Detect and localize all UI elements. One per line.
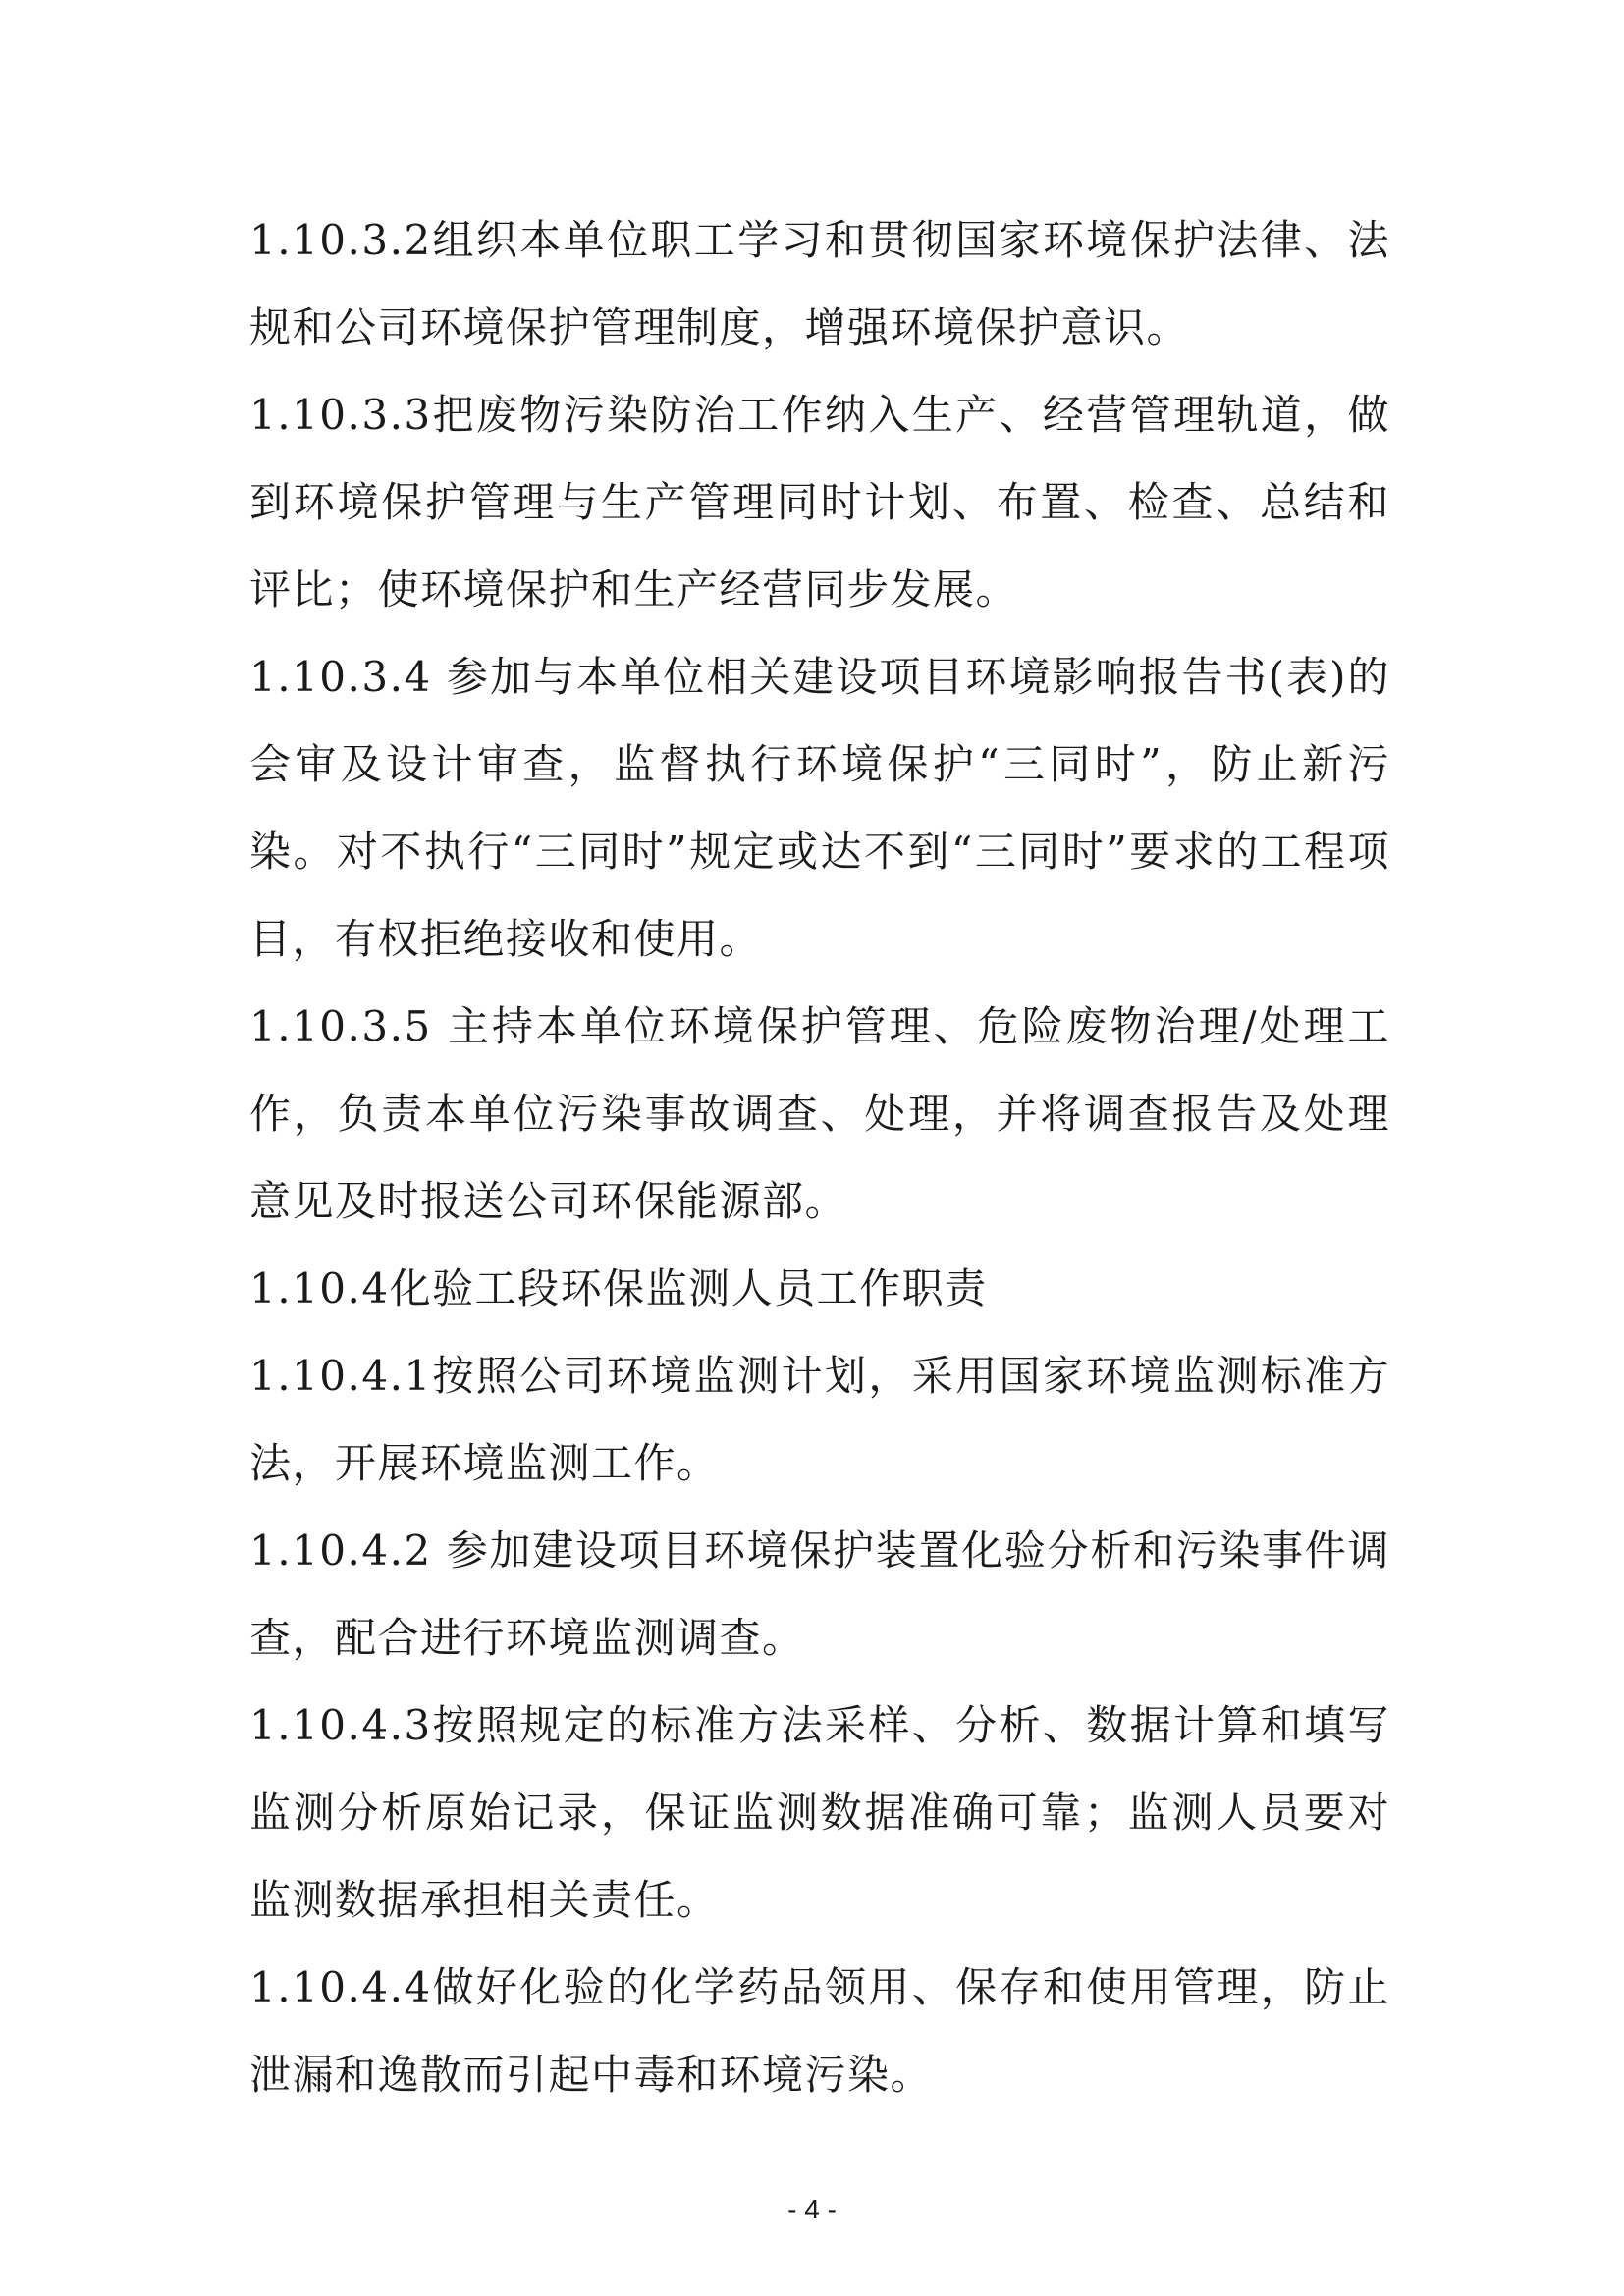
section-heading-1-10-4: 1.10.4化验工段环保监测人员工作职责: [249, 1264, 988, 1312]
paragraph-1-10-4-1: 1.10.4.1按照公司环境监测计划，采用国家环境监测标准方法，开展环境监测工作。: [249, 1352, 1390, 1487]
paragraph-1-10-3-4: 1.10.3.4 参加与本单位相关建设项目环境影响报告书(表)的会审及设计审查，监督执行环境保护“三同时”，防止新污染。对不执行“三同时”规定或达不到“三同时”要求的工程项目，有权拒绝接收和使用。: [249, 653, 1390, 963]
paragraph-1-10-4-2: 1.10.4.2 参加建设项目环境保护装置化验分析和污染事件调查，配合进行环境监测调查。: [249, 1526, 1390, 1662]
paragraph-1-10-3-5: 1.10.3.5 主持本单位环境保护管理、危险废物治理/处理工作，负责本单位污染事故调查、处理，并将调查报告及处理意见及时报送公司环保能源部。: [249, 1002, 1390, 1225]
document-body: [249, 196, 1390, 2118]
paragraph-1-10-3-3: 1.10.3.3把废物污染防治工作纳入生产、经营管理轨道，做到环境保护管理与生产管理同时计划、布置、检查、总结和评比；使环境保护和生产经营同步发展。: [249, 391, 1390, 614]
paragraph-1-10-4-3: 1.10.4.3按照规定的标准方法采样、分析、数据计算和填写监测分析原始记录，保证监测数据准确可靠；监测人员要对监测数据承担相关责任。: [249, 1701, 1390, 1924]
paragraph-1-10-4-4: 1.10.4.4做好化验的化学药品领用、保存和使用管理，防止泄漏和逸散而引起中毒和环境污染。: [249, 1963, 1390, 2099]
page-number: - 4 -: [787, 2194, 837, 2224]
paragraph-1-10-3-2: 1.10.3.2组织本单位职工学习和贯彻国家环境保护法律、法规和公司环境保护管理制度，增强环境保护意识。: [249, 216, 1390, 351]
